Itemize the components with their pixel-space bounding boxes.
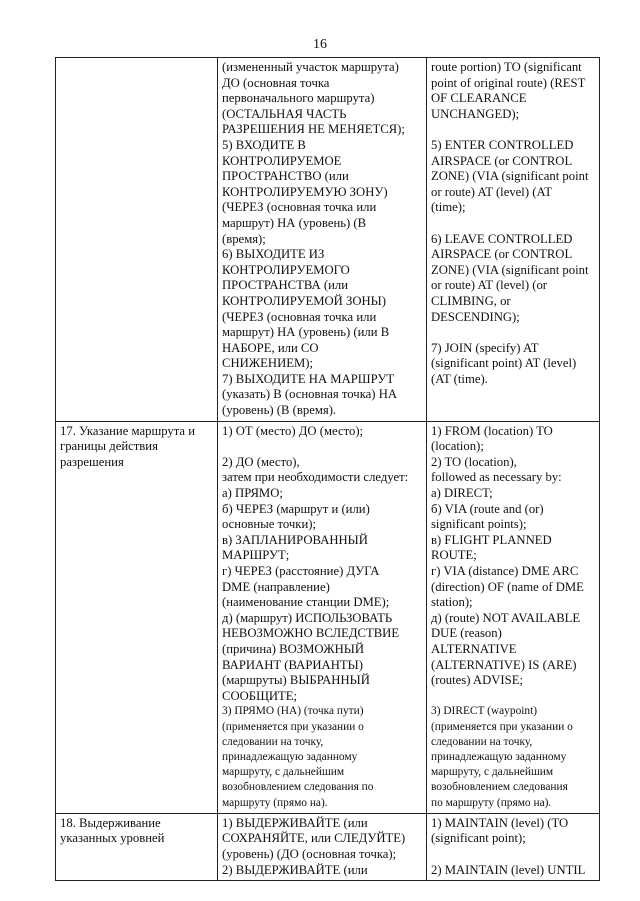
english-phrase-cell xyxy=(427,421,600,813)
row-label-cell xyxy=(56,421,218,813)
english-phrase: 3) DIRECT (waypoint) (применяется при указании о следовании на точку, принадлежащую заданному маршруту, с дальнейшим возобновлением следования по маршруту (прямо на). xyxy=(431,705,573,809)
english-phrase: 6) LEAVE CONTROLLED AIRSPACE (or CONTROL ZONE) (VIA (significant point or route) AT (level) (or CLIMBING, or DESCENDING); xyxy=(431,231,589,324)
russian-phrase: (измененный участок маршрута) ДО (основная точка первоначального маршрута) (ОСТАЛЬНАЯ ЧАСТЬ РАЗРЕШЕНИЯ НЕ МЕНЯЕТСЯ); xyxy=(222,60,405,137)
russian-phrase: 6) ВЫХОДИТЕ ИЗ КОНТРОЛИРУЕМОГО ПРОСТРАНСТВА (или КОНТРОЛИРУЕМОЙ ЗОНЫ) (ЧЕРЕЗ (основная точка или маршрут) НА (уровень) (или В НАБОРЕ, или СО СНИЖЕНИЕМ); xyxy=(222,247,390,371)
russian-phrase: 2) ДО (место), затем при необходимости следует: а) ПРЯМО; б) ЧЕРЕЗ (маршрут и (или) основные точки); в) ЗАПЛАНИРОВАННЫЙ МАРШРУТ; г) ЧЕРЕЗ (расстояние) ДУГА DME (направление) (наименование станции DME); д) (маршрут) ИСПОЛЬЗОВАТЬ НЕВОЗМОЖНО ВСЛЕДСТВИЕ (причина) ВОЗМОЖНЫЙ ВАРИАНТ (ВАРИАНТЫ) (маршруты) ВЫБРАННЫЙ СООБЩИТЕ; xyxy=(222,454,409,703)
russian-phrase: 5) ВХОДИТЕ В КОНТРОЛИРУЕМОЕ ПРОСТРАНСТВО (или КОНТРОЛИРУЕМУЮ ЗОНУ) (ЧЕРЕЗ (основная точка или маршрут) НА (уровень) (В (время); xyxy=(222,137,388,246)
page-number: 16 xyxy=(313,37,327,52)
russian-phrase: 7) ВЫХОДИТЕ НА МАРШРУТ (указать) В (основная точка) НА (уровень) (В (время). xyxy=(222,371,398,418)
russian-phrase: 1) ВЫДЕРЖИВАЙТЕ (или СОХРАНЯЙТЕ, или СЛЕДУЙТЕ) (уровень) (ДО (основная точка); xyxy=(222,815,406,861)
english-phrase: route portion) TO (significant point of original route) (REST OF CLEARANCE UNCHANGED); xyxy=(431,60,586,121)
russian-phrase: 3) ПРЯМО (НА) (точка пути) (применяется при указании о следовании на точку, принадлежащую заданному маршруту, с дальнейшим возобновлением следования по маршруту (прямо на). xyxy=(222,705,374,809)
english-phrase: 2) TO (location), followed as necessary by: а) DIRECT; б) VIA (route and (or) significant points); в) FLIGHT PLANNED ROUTE; г) VIA (distance) DME ARC (direction) OF (name of DME station); д) (route) NOT AVAILABLE DUE (reason) ALTERNATIVE (ALTERNATIVE) IS (ARE) (routes) ADVISE; xyxy=(431,454,584,688)
english-phrase-cell xyxy=(427,813,600,880)
row-label: 18. Выдерживание указанных уровней xyxy=(60,815,165,846)
russian-phrase: 2) ВЫДЕРЖИВАЙТЕ (или xyxy=(222,862,368,877)
phraseology-table xyxy=(55,57,600,881)
english-phrase: 2) MAINTAIN (level) UNTIL xyxy=(431,862,586,877)
row-label-cell xyxy=(56,58,218,422)
table-row xyxy=(56,421,600,813)
table-row xyxy=(56,58,600,422)
table-row xyxy=(56,813,600,880)
english-phrase: 1) MAINTAIN (level) (TO (significant point); xyxy=(431,815,569,846)
russian-phrase-cell xyxy=(218,58,427,422)
english-phrase: 5) ENTER CONTROLLED AIRSPACE (or CONTROL ZONE) (VIA (significant point or route) AT (level) (AT (time); xyxy=(431,137,589,215)
row-label: 17. Указание маршрута и границы действия разрешения xyxy=(60,423,196,469)
english-phrase: 1) FROM (location) TO (location); xyxy=(431,423,553,454)
english-phrase-cell xyxy=(427,58,600,422)
row-label-cell xyxy=(56,813,218,880)
russian-phrase-cell xyxy=(218,421,427,813)
russian-phrase: 1) ОТ (место) ДО (место); xyxy=(222,423,364,438)
russian-phrase-cell xyxy=(218,813,427,880)
english-phrase: 7) JOIN (specify) AT (significant point) AT (level) (AT (time). xyxy=(431,340,577,386)
